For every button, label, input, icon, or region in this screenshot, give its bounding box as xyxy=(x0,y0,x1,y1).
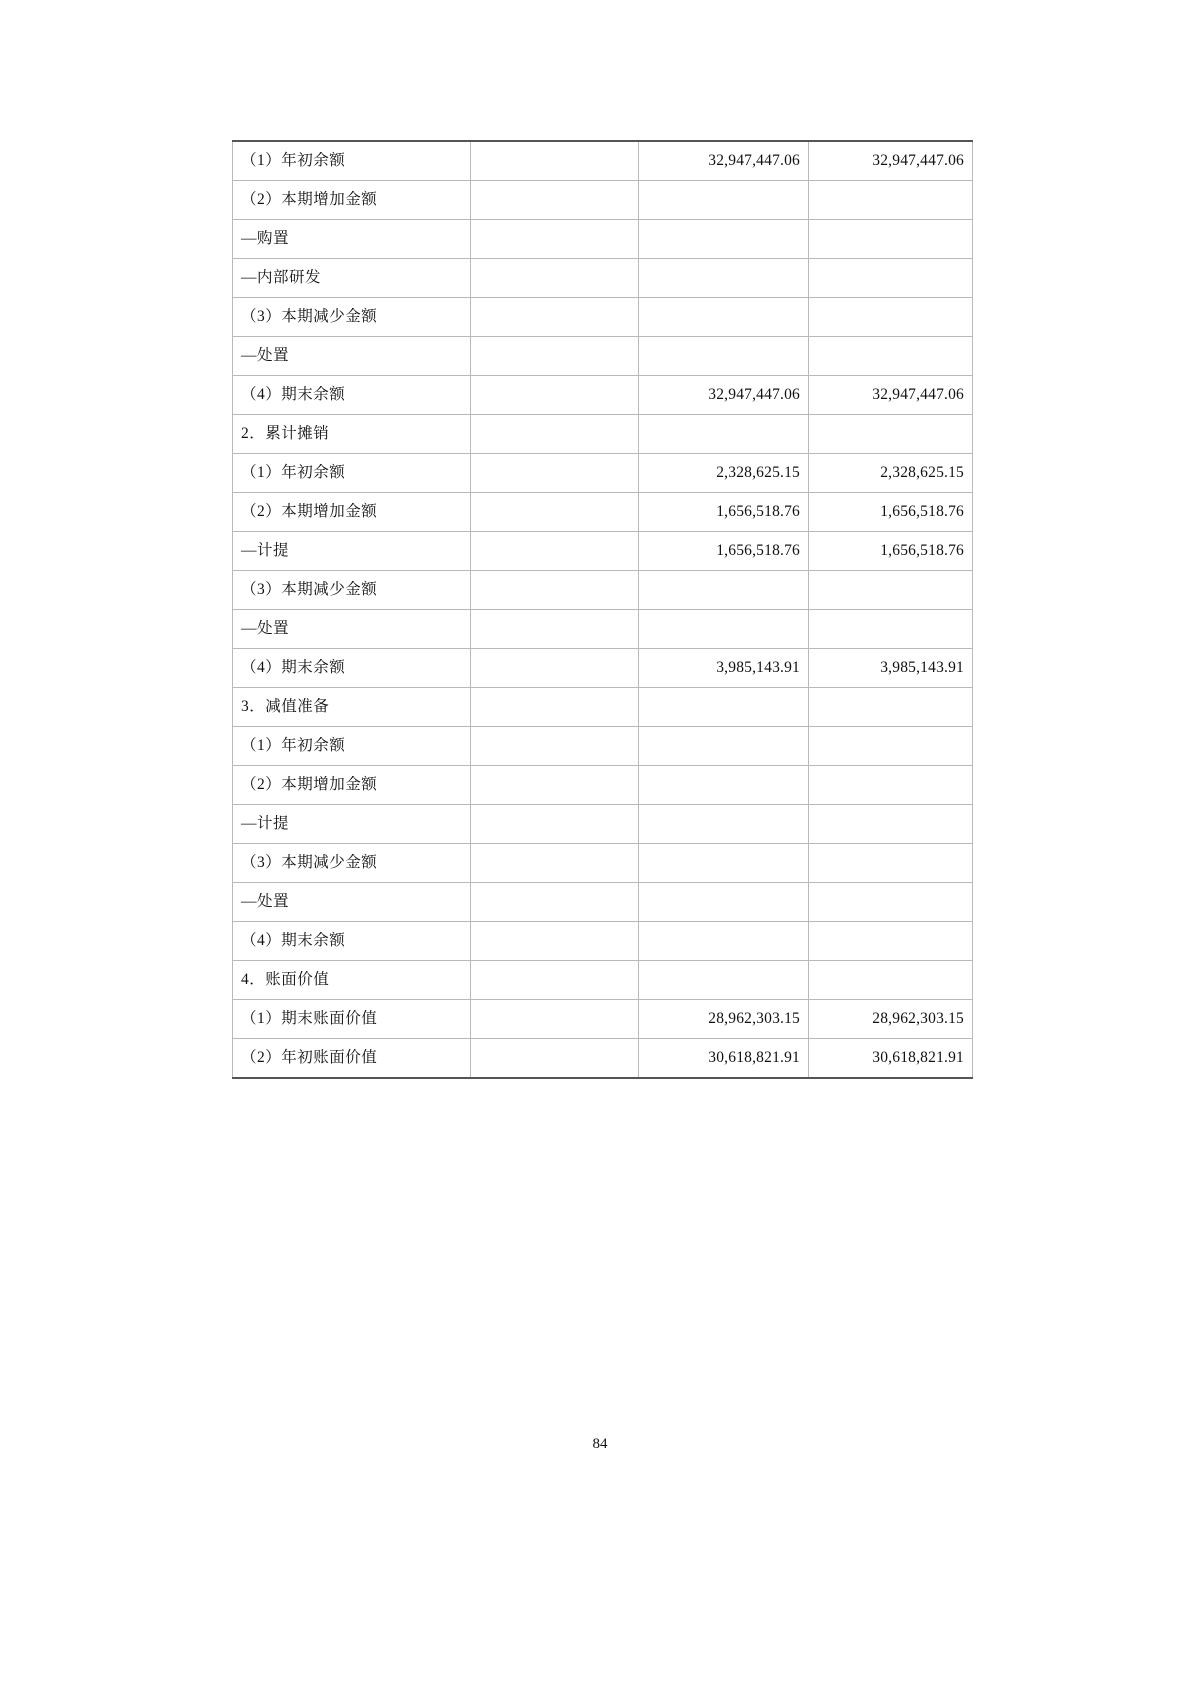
table-cell-value xyxy=(639,181,809,220)
table-cell-label: （2）本期增加金额 xyxy=(233,766,471,805)
table-cell-value: 1,656,518.76 xyxy=(639,532,809,571)
table-row xyxy=(233,259,973,298)
table-cell-value xyxy=(471,571,639,610)
table-cell-label: （1）年初余额 xyxy=(233,727,471,766)
table-row xyxy=(233,454,973,493)
table-cell-label: （1）年初余额 xyxy=(233,454,471,493)
table-cell-label: —处置 xyxy=(233,883,471,922)
table-row xyxy=(233,141,973,181)
table-cell-value xyxy=(471,922,639,961)
table-cell-value: 3,985,143.91 xyxy=(809,649,973,688)
table-cell-value: 1,656,518.76 xyxy=(809,493,973,532)
page-number: 84 xyxy=(592,1436,608,1452)
table-row xyxy=(233,727,973,766)
table-cell-label: （2）年初账面价值 xyxy=(233,1039,471,1079)
table-cell-value: 3,985,143.91 xyxy=(639,649,809,688)
table-cell-value: 32,947,447.06 xyxy=(809,141,973,181)
table-cell-value xyxy=(639,883,809,922)
table-cell-value xyxy=(809,961,973,1000)
table-cell-value xyxy=(809,337,973,376)
table-cell-value xyxy=(471,141,639,181)
table-cell-value xyxy=(809,220,973,259)
table-cell-value xyxy=(639,727,809,766)
table-row xyxy=(233,844,973,883)
table-row xyxy=(233,298,973,337)
table-cell-value xyxy=(639,259,809,298)
table-cell-value xyxy=(471,727,639,766)
table-cell-value xyxy=(809,883,973,922)
table-row xyxy=(233,883,973,922)
table-row xyxy=(233,532,973,571)
table-cell-label: （1）年初余额 xyxy=(233,141,471,181)
table-cell-value xyxy=(639,844,809,883)
table-row xyxy=(233,922,973,961)
table-cell-label: —购置 xyxy=(233,220,471,259)
table-cell-label: —计提 xyxy=(233,532,471,571)
table-cell-value xyxy=(639,805,809,844)
table-cell-value xyxy=(471,376,639,415)
table-cell-value xyxy=(471,337,639,376)
table-cell-value: 32,947,447.06 xyxy=(639,141,809,181)
table-cell-value: 32,947,447.06 xyxy=(639,376,809,415)
table-cell-label: （2）本期增加金额 xyxy=(233,181,471,220)
table-cell-value xyxy=(471,649,639,688)
table-cell-value xyxy=(471,415,639,454)
table-cell-value xyxy=(639,961,809,1000)
table-cell-value xyxy=(809,922,973,961)
table-cell-label: （1）期末账面价值 xyxy=(233,1000,471,1039)
table-cell-value xyxy=(639,688,809,727)
table-row xyxy=(233,805,973,844)
table-cell-label: —内部研发 xyxy=(233,259,471,298)
table-cell-value xyxy=(809,844,973,883)
table-cell-value: 30,618,821.91 xyxy=(809,1039,973,1079)
table-cell-value xyxy=(471,766,639,805)
table-cell-value xyxy=(809,805,973,844)
table-cell-value xyxy=(471,1000,639,1039)
table-row xyxy=(233,688,973,727)
table-cell-value: 2,328,625.15 xyxy=(639,454,809,493)
table-cell-label: 3．减值准备 xyxy=(233,688,471,727)
table-cell-value xyxy=(809,181,973,220)
table-cell-value xyxy=(809,766,973,805)
table-cell-label: —处置 xyxy=(233,337,471,376)
table-cell-value xyxy=(471,220,639,259)
table-cell-value xyxy=(809,571,973,610)
table-cell-value xyxy=(471,454,639,493)
table-row xyxy=(233,571,973,610)
table-cell-label: —处置 xyxy=(233,610,471,649)
table-cell-value xyxy=(471,805,639,844)
table-cell-value xyxy=(471,493,639,532)
table-cell-value xyxy=(639,571,809,610)
table-cell-value: 1,656,518.76 xyxy=(809,532,973,571)
table-cell-label: —计提 xyxy=(233,805,471,844)
table-cell-label: 4．账面价值 xyxy=(233,961,471,1000)
table-cell-value xyxy=(471,883,639,922)
table-row xyxy=(233,376,973,415)
table-cell-value xyxy=(809,688,973,727)
intangible-assets-table xyxy=(232,140,973,1079)
table-row xyxy=(233,1039,973,1079)
table-cell-value xyxy=(809,727,973,766)
table-cell-value xyxy=(809,415,973,454)
table-cell-value xyxy=(471,1039,639,1079)
table-cell-value xyxy=(639,766,809,805)
table-cell-value xyxy=(639,298,809,337)
table-row xyxy=(233,1000,973,1039)
table-cell-value xyxy=(639,415,809,454)
table-cell-value: 1,656,518.76 xyxy=(639,493,809,532)
table-row xyxy=(233,610,973,649)
table-cell-value xyxy=(471,961,639,1000)
table-cell-label: 2．累计摊销 xyxy=(233,415,471,454)
table-cell-value xyxy=(471,532,639,571)
table-body xyxy=(233,141,973,1078)
table-cell-label: （2）本期增加金额 xyxy=(233,493,471,532)
table-cell-value xyxy=(471,259,639,298)
table-row xyxy=(233,220,973,259)
table-cell-label: （4）期末余额 xyxy=(233,922,471,961)
table-row xyxy=(233,649,973,688)
table-cell-value: 30,618,821.91 xyxy=(639,1039,809,1079)
table-cell-value: 28,962,303.15 xyxy=(639,1000,809,1039)
table-cell-value xyxy=(639,922,809,961)
table-row xyxy=(233,766,973,805)
table-cell-value xyxy=(809,298,973,337)
table-cell-label: （3）本期减少金额 xyxy=(233,571,471,610)
table-cell-label: （3）本期减少金额 xyxy=(233,844,471,883)
table-cell-value xyxy=(471,688,639,727)
table-row xyxy=(233,961,973,1000)
table-cell-value xyxy=(471,844,639,883)
table-cell-value xyxy=(471,181,639,220)
table-cell-value: 32,947,447.06 xyxy=(809,376,973,415)
table-row xyxy=(233,337,973,376)
table-cell-label: （3）本期减少金额 xyxy=(233,298,471,337)
table-cell-value xyxy=(471,298,639,337)
table-cell-value xyxy=(809,610,973,649)
table-cell-value xyxy=(639,610,809,649)
table-cell-value: 28,962,303.15 xyxy=(809,1000,973,1039)
table-cell-label: （4）期末余额 xyxy=(233,649,471,688)
table-row xyxy=(233,493,973,532)
intangible-assets-table-container xyxy=(232,140,972,1079)
table-row xyxy=(233,415,973,454)
table-cell-label: （4）期末余额 xyxy=(233,376,471,415)
table-cell-value xyxy=(639,337,809,376)
table-cell-value: 2,328,625.15 xyxy=(809,454,973,493)
table-cell-value xyxy=(809,259,973,298)
table-cell-value xyxy=(471,610,639,649)
table-cell-value xyxy=(639,220,809,259)
table-row xyxy=(233,181,973,220)
